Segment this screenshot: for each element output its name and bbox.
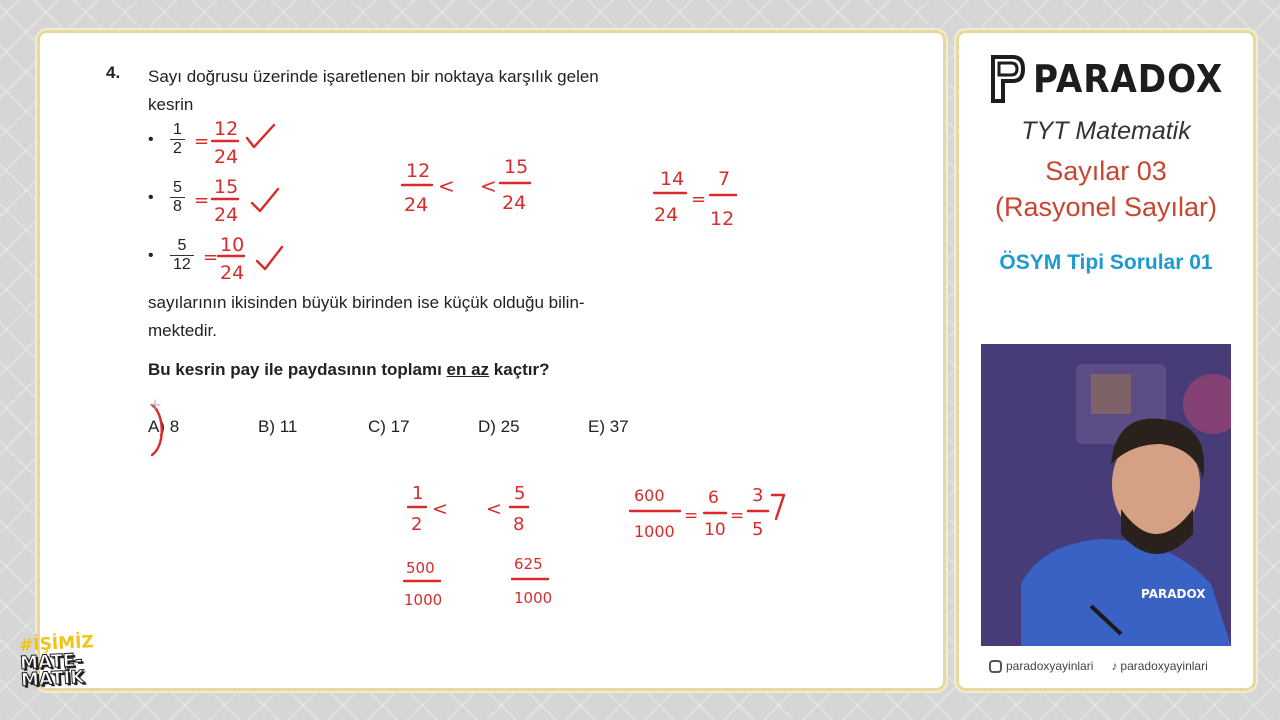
hw-equals: = bbox=[194, 190, 210, 211]
choice-c[interactable]: C) 17 bbox=[368, 417, 410, 436]
hw-num: 625 bbox=[514, 555, 543, 573]
hw-den: 24 bbox=[220, 262, 245, 284]
hw-den: 1000 bbox=[514, 589, 553, 607]
brand-name: PARADOX bbox=[1033, 57, 1224, 101]
choice-d[interactable]: D) 25 bbox=[478, 417, 520, 436]
hw-den: 24 bbox=[654, 204, 679, 226]
hw-num: 500 bbox=[406, 559, 435, 577]
bullet-icon: • bbox=[148, 246, 154, 264]
hw-den: 24 bbox=[404, 194, 429, 216]
hw-less-than: < bbox=[438, 174, 455, 198]
whiteboard bbox=[37, 30, 946, 691]
instructor-webcam bbox=[981, 344, 1231, 646]
choice-e[interactable]: E) 37 bbox=[588, 417, 629, 436]
hw-num: 5 bbox=[514, 483, 526, 504]
denominator: 12 bbox=[170, 255, 194, 274]
tiktok-handle: paradoxyayinlari bbox=[1120, 659, 1208, 674]
course-subject: TYT Matematik bbox=[1021, 117, 1191, 145]
denominator: 2 bbox=[170, 139, 185, 158]
paradox-logo-icon bbox=[991, 53, 1025, 105]
hw-equals: = bbox=[194, 131, 210, 152]
handwriting-layer bbox=[40, 33, 943, 688]
question-number: 4. bbox=[106, 63, 121, 82]
hw-equals: = bbox=[684, 506, 699, 526]
hw-equals: = bbox=[730, 506, 745, 526]
hw-num: 10 bbox=[220, 234, 245, 256]
numerator: 5 bbox=[173, 179, 182, 196]
hw-den: 24 bbox=[214, 204, 239, 226]
instructor-video-frame bbox=[981, 344, 1231, 646]
instagram-handle: paradoxyayinlari bbox=[1006, 659, 1094, 673]
topic-line-2: (Rasyonel Sayılar) bbox=[994, 192, 1218, 222]
hw-num: 12 bbox=[214, 118, 239, 140]
hw-num: 15 bbox=[214, 176, 239, 198]
hw-num: 7 bbox=[718, 168, 731, 190]
hw-den: 1000 bbox=[634, 522, 675, 541]
social-links bbox=[989, 659, 1208, 673]
hw-den: 8 bbox=[513, 514, 525, 535]
hw-den: 12 bbox=[710, 208, 735, 230]
hw-less-than: < bbox=[486, 498, 502, 520]
hw-equals: = bbox=[203, 247, 219, 268]
topic-line-1: Sayılar 03 bbox=[1045, 156, 1167, 186]
series-title: ÖSYM Tipi Sorular 01 bbox=[999, 251, 1213, 274]
hashtag-line-1: #İŞİMİZ bbox=[18, 632, 95, 656]
check-icon bbox=[257, 247, 282, 269]
course-topic bbox=[959, 153, 1253, 225]
hw-den: 5 bbox=[752, 519, 764, 540]
hw-greater-mark bbox=[772, 495, 784, 519]
instagram-link[interactable] bbox=[989, 659, 1093, 673]
brand-logo bbox=[991, 53, 1244, 105]
prompt-text: Bu kesrin pay ile paydasının toplamı bbox=[148, 360, 447, 379]
hw-equals: = bbox=[691, 189, 707, 210]
hw-den: 1000 bbox=[404, 591, 443, 609]
hw-num: 600 bbox=[634, 486, 665, 505]
hw-less-than: < bbox=[432, 498, 448, 520]
hw-less-than: < bbox=[480, 174, 497, 198]
hashtag-line-3: MATİK bbox=[20, 666, 85, 691]
shirt-text: PARADOX bbox=[1141, 587, 1206, 601]
hw-den: 24 bbox=[214, 146, 239, 168]
choice-b[interactable]: B) 11 bbox=[258, 417, 298, 436]
hw-num: 1 bbox=[412, 483, 424, 504]
hw-num: 14 bbox=[660, 168, 685, 190]
hw-den: 2 bbox=[411, 514, 423, 535]
hw-num: 15 bbox=[504, 156, 529, 178]
hw-den: 10 bbox=[704, 520, 726, 540]
tiktok-link[interactable] bbox=[1111, 659, 1207, 673]
bullet-icon: • bbox=[148, 188, 154, 206]
hashtag-line-2: MATE- bbox=[19, 649, 84, 674]
prompt-emphasis: en az bbox=[446, 360, 490, 379]
tiktok-icon: ♪ bbox=[1111, 659, 1118, 674]
hw-num: 3 bbox=[752, 485, 764, 506]
instagram-icon bbox=[989, 660, 1002, 673]
numerator: 1 bbox=[173, 121, 182, 138]
question-text: Sayı doğrusu üzerinde işaretlenen bir noktaya karşılık gelen kesrin bbox=[148, 67, 599, 114]
prompt-text-end: kaçtır? bbox=[489, 360, 550, 379]
hw-num: 12 bbox=[406, 160, 431, 182]
question-condition: sayılarının ikisinden büyük birinden ise küçük olduğu bilin-mektedir. bbox=[148, 293, 585, 340]
hw-den: 24 bbox=[502, 192, 527, 214]
bullet-icon: • bbox=[148, 130, 154, 148]
numerator: 5 bbox=[177, 237, 187, 254]
side-panel bbox=[956, 30, 1256, 691]
answer-circle-mark bbox=[152, 405, 162, 455]
hw-num: 6 bbox=[708, 488, 719, 508]
check-icon bbox=[247, 125, 274, 147]
check-icon bbox=[252, 189, 278, 211]
denominator: 8 bbox=[170, 197, 185, 216]
choice-a[interactable]: A) 8 bbox=[148, 417, 180, 436]
hashtag-logo bbox=[19, 634, 96, 689]
